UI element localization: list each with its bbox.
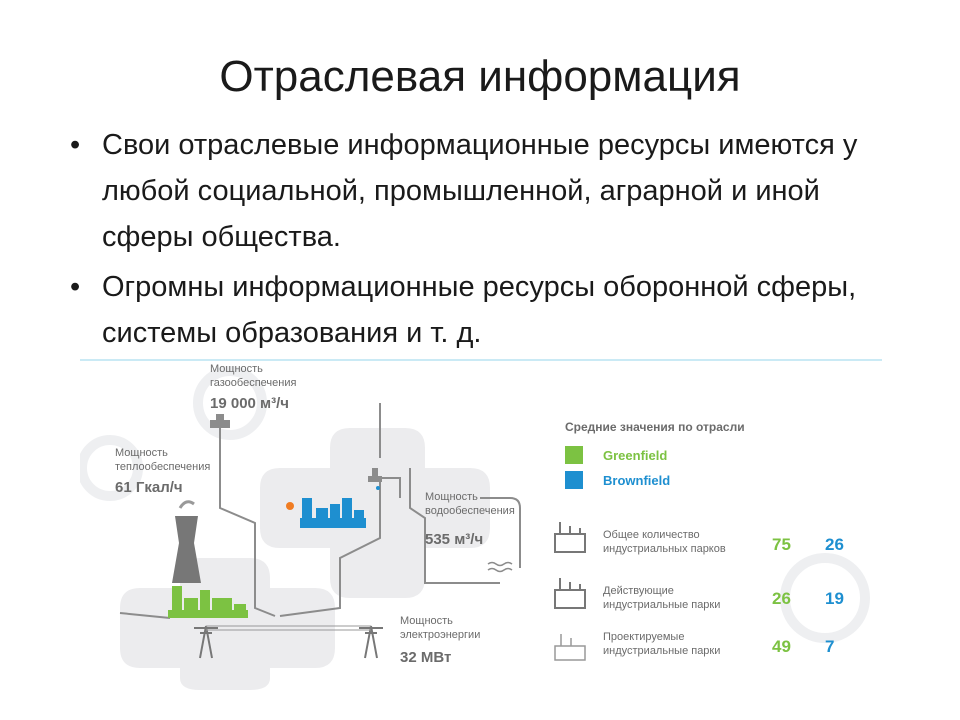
gas-capacity-label bbox=[210, 363, 296, 412]
legend-swatch-greenfield bbox=[565, 446, 583, 464]
stat-label-2: индустриальных парков bbox=[603, 543, 726, 555]
stats-row bbox=[555, 522, 844, 555]
factory-outline-icon bbox=[555, 634, 585, 660]
gas-label-2: газообеспечения bbox=[210, 377, 297, 389]
water-waves-icon bbox=[488, 563, 512, 572]
stat-label-1: Общее количество bbox=[603, 529, 700, 541]
bullet-marker: • bbox=[70, 129, 81, 161]
zone-lower bbox=[120, 558, 335, 690]
legend-swatch-brownfield bbox=[565, 471, 583, 489]
stat-label-1: Действующие bbox=[603, 585, 674, 597]
stat-greenfield-value: 75 bbox=[772, 535, 791, 554]
legend-label-brownfield: Brownfield bbox=[603, 473, 671, 488]
power-capacity-label bbox=[400, 615, 480, 666]
industrial-park-infographic bbox=[80, 358, 882, 690]
bullet-item bbox=[70, 122, 910, 260]
legend-title: Средние значения по отрасли bbox=[565, 420, 745, 434]
power-label-1: Мощность bbox=[400, 615, 453, 627]
gas-label-1: Мощность bbox=[210, 363, 263, 375]
bullet-item bbox=[70, 264, 910, 356]
water-label-1: Мощность bbox=[425, 491, 478, 503]
heat-label-1: Мощность bbox=[115, 447, 168, 459]
water-value: 535 м³/ч bbox=[425, 531, 484, 548]
heat-label-2: теплообеспечения bbox=[115, 461, 211, 473]
factory-icon bbox=[555, 522, 585, 552]
stat-brownfield-value: 19 bbox=[825, 589, 844, 608]
bullet-text: Огромны информационные ресурсы оборонной сферы, системы образования и т. д. bbox=[102, 271, 857, 349]
bullet-text: Свои отраслевые информационные ресурсы имеются у любой социальной, промышленной, аграрной и иной сферы общества. bbox=[102, 129, 858, 253]
power-label-2: электроэнергии bbox=[400, 629, 481, 641]
stat-brownfield-value: 7 bbox=[825, 637, 835, 656]
bullet-marker: • bbox=[70, 271, 81, 303]
stat-label-1: Проектируемые bbox=[603, 631, 685, 643]
heat-value: 61 Гкал/ч bbox=[115, 479, 183, 496]
cooling-tower-icon bbox=[172, 502, 201, 583]
stat-label-2: индустриальные парки bbox=[603, 645, 721, 657]
stat-greenfield-value: 49 bbox=[772, 637, 791, 656]
stat-brownfield-value: 26 bbox=[825, 535, 844, 554]
stat-greenfield-value: 26 bbox=[772, 589, 791, 608]
power-value: 32 МВт bbox=[400, 649, 452, 666]
bullet-list bbox=[70, 122, 910, 360]
heat-capacity-label bbox=[115, 447, 210, 496]
stats-row bbox=[555, 631, 834, 660]
stat-label-2: индустриальные парки bbox=[603, 599, 721, 611]
factory-icon bbox=[555, 578, 585, 608]
stats-row bbox=[555, 578, 844, 611]
legend bbox=[565, 420, 745, 489]
legend-label-greenfield: Greenfield bbox=[603, 448, 668, 463]
water-label-2: водообеспечения bbox=[425, 505, 515, 517]
gas-value: 19 000 м³/ч bbox=[210, 395, 290, 412]
slide-title: Отраслевая информация bbox=[219, 52, 741, 101]
gas-tap-icon bbox=[210, 414, 230, 428]
